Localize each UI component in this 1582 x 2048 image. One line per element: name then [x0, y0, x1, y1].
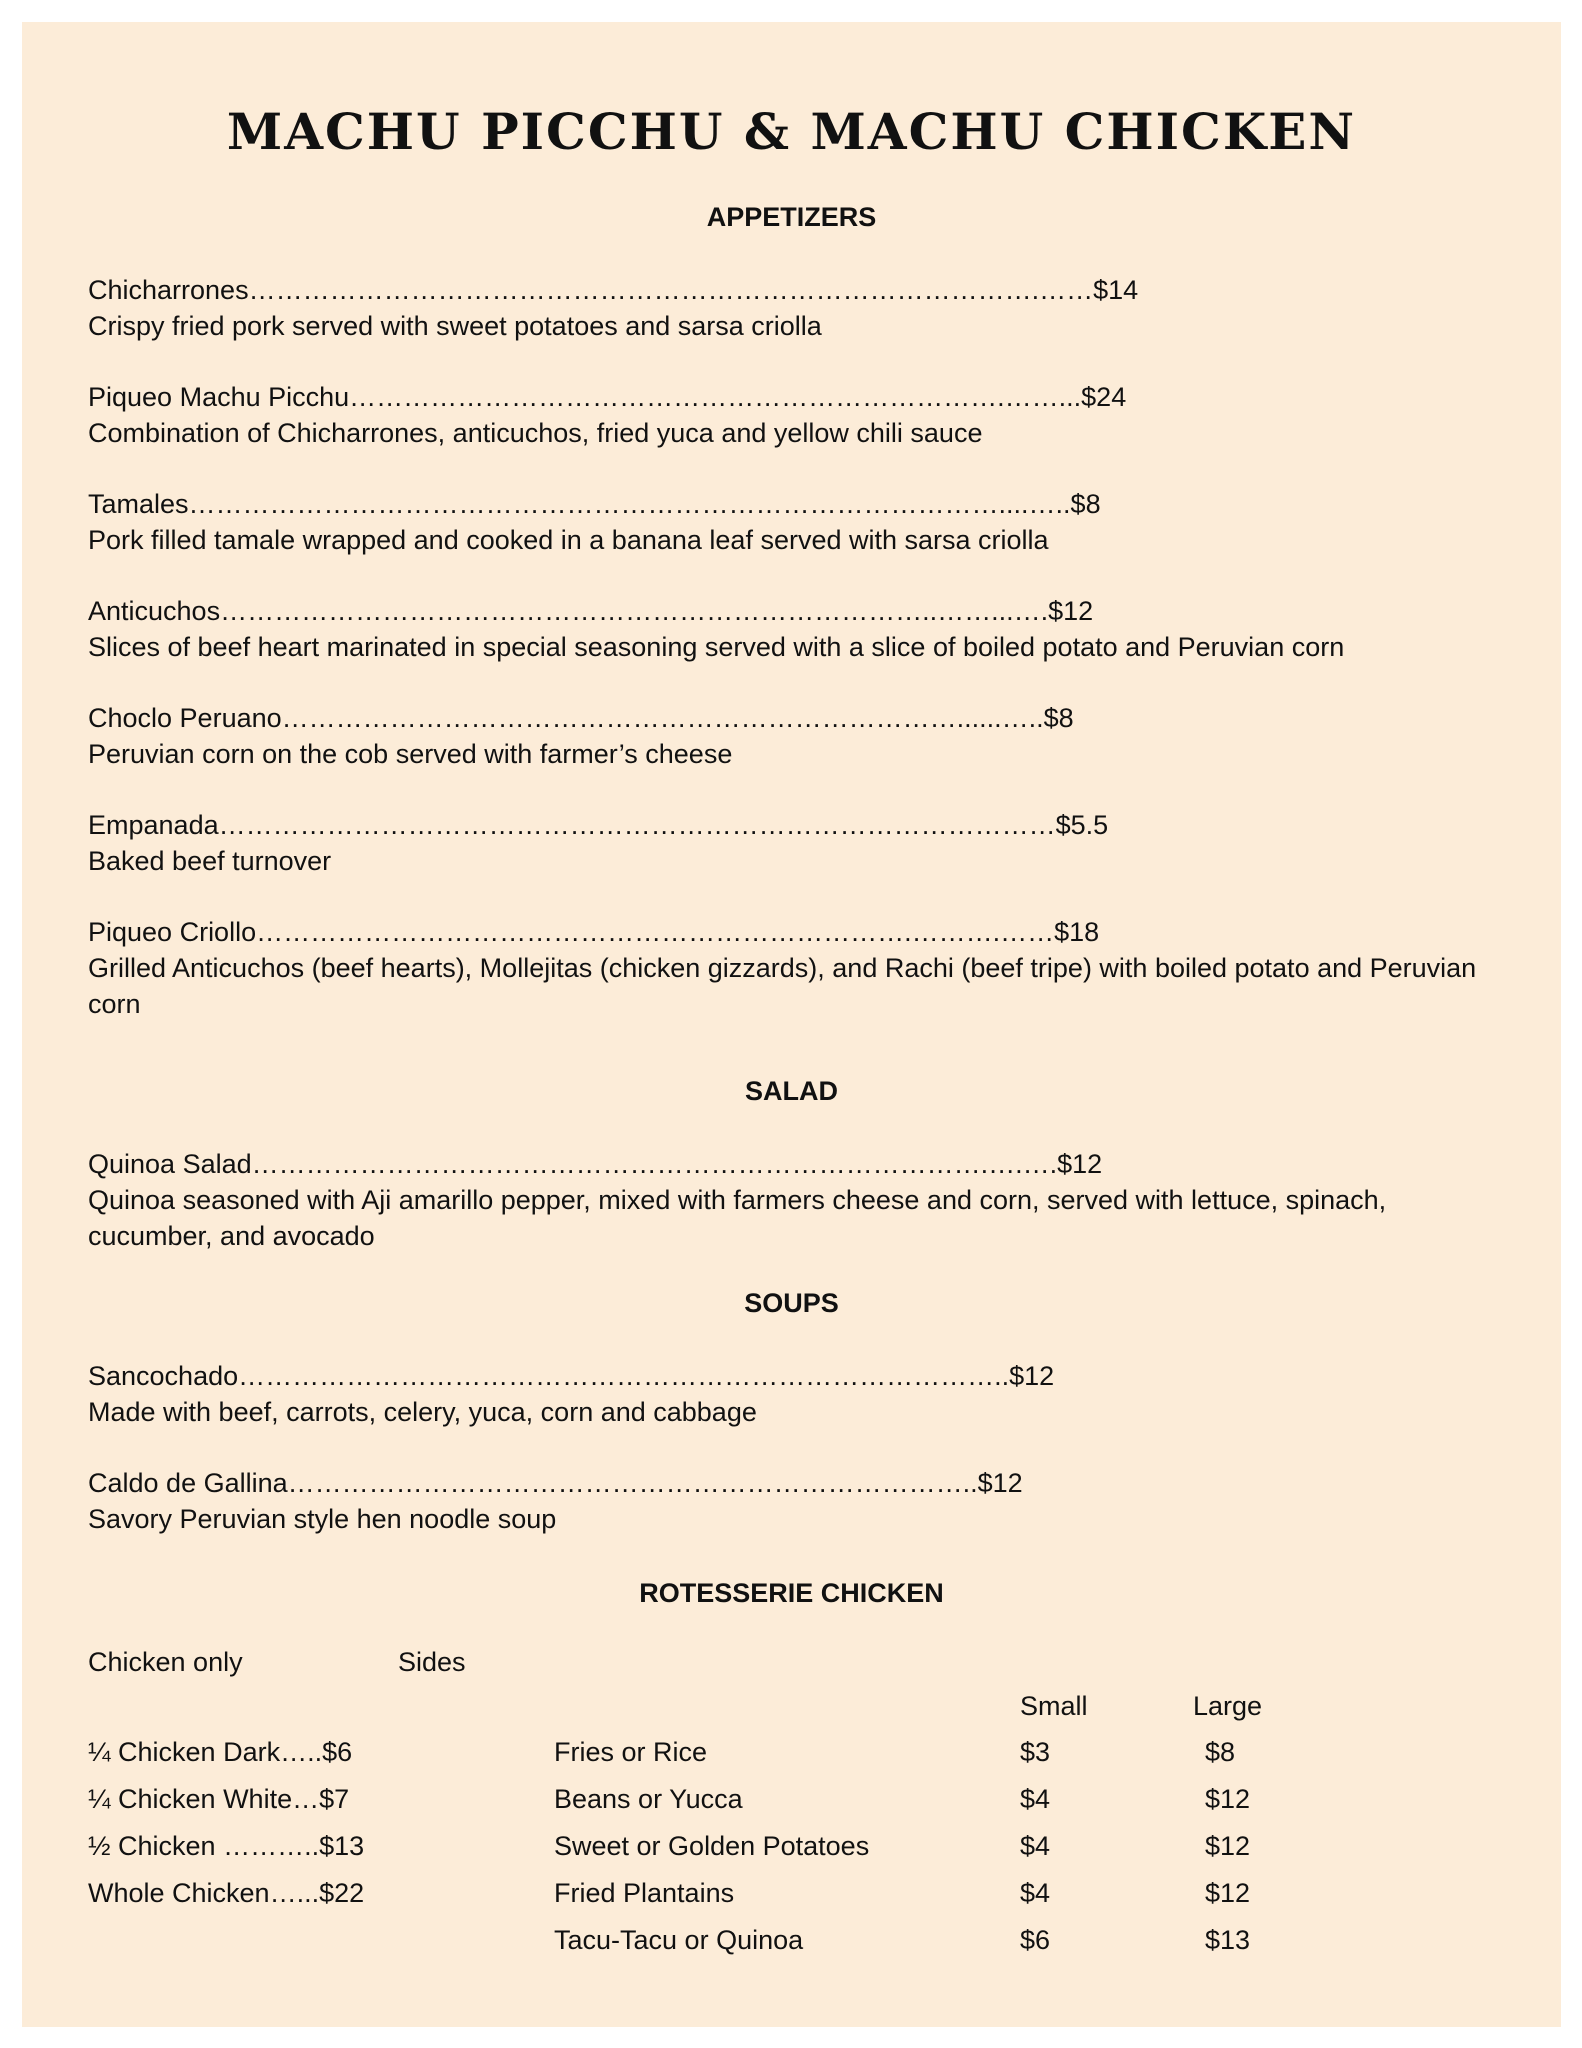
chicken-price-item: ¼ Chicken Dark…..$6: [88, 1737, 353, 1767]
menu-item-line: Piqueo Criollo……………………………………………………………….……….……$18: [88, 917, 1100, 947]
side-small-price: $4: [1020, 1784, 1051, 1814]
side-name: Fried Plantains: [554, 1878, 735, 1908]
chicken-only-label: Chicken only: [88, 1647, 243, 1677]
side-name: Fries or Rice: [554, 1737, 708, 1767]
menu-item-description: Pork filled tamale wrapped and cooked in a banana leaf served with sarsa criolla: [88, 525, 1049, 555]
side-large-price: $12: [1205, 1784, 1251, 1814]
chicken-price-item: ¼ Chicken White…$7: [88, 1784, 350, 1814]
menu-item-description: Combination of Chicharrones, anticuchos, fried yuca and yellow chili sauce: [88, 418, 983, 448]
menu-item-description: Crispy fried pork served with sweet potatoes and sarsa criolla: [88, 311, 822, 341]
large-size-label: Large: [1193, 1691, 1263, 1721]
menu-item-description: Slices of beef heart marinated in special seasoning served with a slice of boiled potato and Peruvian corn: [88, 632, 1345, 662]
menu-item-line: Empanada…………………………………………………………………………………$5.5: [88, 810, 1109, 840]
side-large-price: $12: [1205, 1878, 1251, 1908]
menu-item-description: Baked beef turnover: [88, 846, 332, 876]
menu-item-description: Quinoa seasoned with Aji amarillo pepper, mixed with farmers cheese and corn, served with lettuce, spinach, cucumber, and avocado: [88, 1185, 1387, 1251]
menu-item-description: Made with beef, carrots, celery, yuca, corn and cabbage: [88, 1397, 757, 1427]
side-small-price: $6: [1020, 1925, 1051, 1955]
side-name: Beans or Yucca: [554, 1784, 743, 1814]
menu-page: [22, 22, 1561, 2027]
menu-item-line: Anticuchos……………………………………………………………………..……...….$12: [88, 596, 1094, 626]
menu-item-line: Chicharrones…………………………………………………………………………….……$14: [88, 275, 1139, 305]
menu-item-description: Savory Peruvian style hen noodle soup: [88, 1504, 557, 1534]
menu-item-line: Piqueo Machu Picchu……………………………………………………………….……...$24: [88, 382, 1127, 412]
restaurant-title: MACHU PICCHU & MACHU CHICKEN: [226, 102, 1357, 161]
side-large-price: $13: [1205, 1925, 1251, 1955]
side-small-price: $3: [1020, 1737, 1051, 1767]
side-name: Tacu-Tacu or Quinoa: [554, 1925, 804, 1955]
section-heading-rotisserie-chicken: ROTESSERIE CHICKEN: [639, 1578, 944, 1608]
section-heading-appetizers: APPETIZERS: [706, 202, 877, 232]
menu-item-line: Caldo de Gallina…………………………………………………………………..$12: [88, 1468, 1023, 1498]
section-heading-soups: SOUPS: [744, 1288, 839, 1318]
side-large-price: $8: [1205, 1737, 1236, 1767]
side-small-price: $4: [1020, 1831, 1051, 1861]
sides-label: Sides: [398, 1647, 466, 1677]
menu-item-line: Choclo Peruano…………………………………………………………………......…..$8: [88, 703, 1074, 733]
menu-item-line: Sancochado…………………………………………………………………………..$12: [88, 1361, 1055, 1391]
chicken-price-item: Whole Chicken…...$22: [88, 1878, 365, 1908]
menu-item-line: Quinoa Salad……………………………………………………………………….….….$12: [88, 1149, 1103, 1179]
menu-item-description: Grilled Anticuchos (beef hearts), Mollejitas (chicken gizzards), and Rachi (beef tripe) with boiled potato and Peruvian corn: [88, 953, 1477, 1019]
side-small-price: $4: [1020, 1878, 1051, 1908]
small-size-label: Small: [1020, 1691, 1088, 1721]
side-name: Sweet or Golden Potatoes: [554, 1831, 870, 1861]
chicken-price-item: ½ Chicken ………..$13: [88, 1831, 365, 1861]
section-heading-salad: SALAD: [745, 1076, 838, 1106]
menu-item-description: Peruvian corn on the cob served with farmer’s cheese: [88, 739, 733, 769]
menu-item-line: Tamales………………………………………………………………………………....…..$8: [88, 489, 1101, 519]
side-large-price: $12: [1205, 1831, 1251, 1861]
